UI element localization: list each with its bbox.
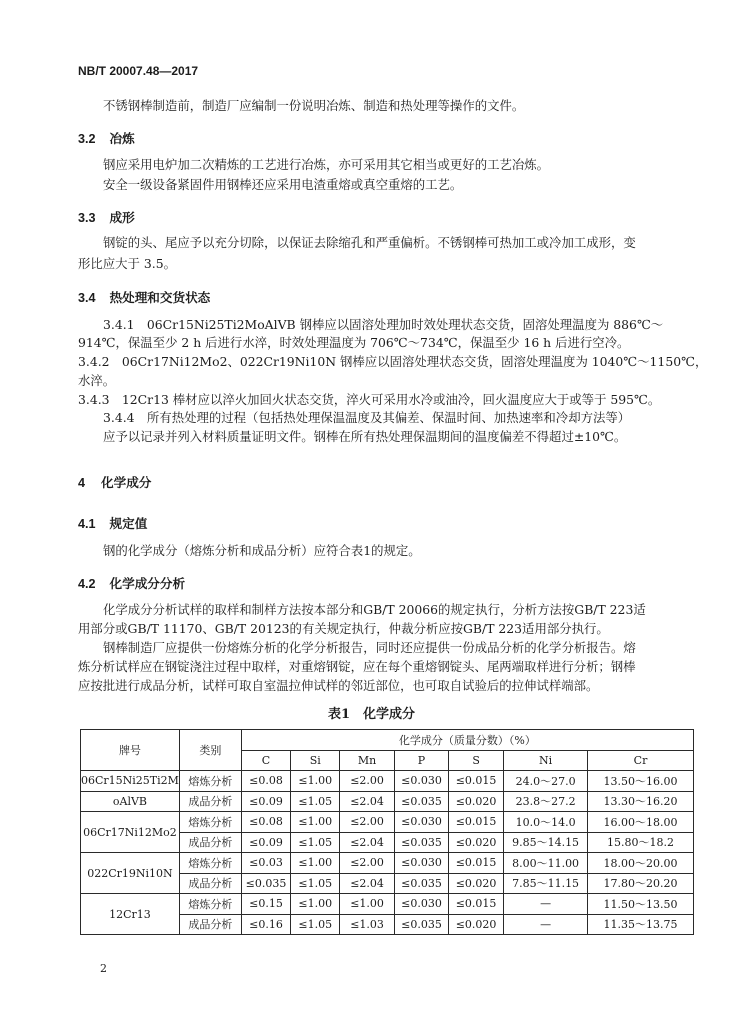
section-number: 4.1 — [78, 517, 96, 531]
type-cell: 成品分析 — [179, 873, 241, 894]
value-cell: ≤1.00 — [340, 894, 395, 915]
value-cell: — — [504, 894, 588, 915]
section-number: 3.4 — [78, 291, 96, 305]
value-cell: 15.80～18.2 — [588, 832, 694, 853]
paragraph-4-2-1-line-1: 化学成分分析试样的取样和制样方法按本部分和GB/T 20066的规定执行，分析方法按GB/T 223适 — [103, 602, 646, 617]
paragraph-4-2-1-line-2: 用部分或GB/T 11170、GB/T 20123的有关规定执行，仲裁分析应按GB/T 223适用部分执行。 — [78, 621, 609, 636]
table-row — [81, 791, 694, 812]
value-cell: ≤0.08 — [241, 771, 290, 792]
section-title: 冶炼 — [109, 131, 135, 146]
value-cell: ≤1.05 — [291, 914, 340, 935]
value-cell: ≤0.035 — [394, 791, 448, 812]
value-cell: ≤0.09 — [241, 791, 290, 812]
section-number: 3.2 — [78, 132, 96, 146]
grade-cell: 06Cr17Ni12Mo2 — [81, 812, 180, 853]
paragraph-4-2-2-line-2: 炼分析试样应在钢锭浇注过程中取样，对重熔钢锭，应在每个重熔钢锭头、尾两端取样进行分析；钢棒 — [78, 659, 636, 674]
value-cell: ≤0.15 — [241, 894, 290, 915]
table-row — [81, 894, 694, 915]
grade-cell: 12Cr13 — [81, 894, 180, 935]
section-number: 3.3 — [78, 211, 96, 225]
value-cell: ≤0.035 — [241, 873, 290, 894]
value-cell: 18.00～20.00 — [588, 853, 694, 874]
type-cell: 熔炼分析 — [179, 894, 241, 915]
grade-cell: oAlVB — [81, 791, 180, 812]
value-cell: ≤0.16 — [241, 914, 290, 935]
value-cell: ≤0.08 — [241, 812, 290, 833]
clause-3-4-1-line-2: 914℃，保温至少 2 h 后进行水淬，时效处理温度为 706℃～734℃，保温至少 16 h 后进行空冷。 — [78, 335, 630, 350]
value-cell: ≤2.04 — [340, 791, 395, 812]
value-cell: ≤0.020 — [449, 791, 504, 812]
value-cell: 17.80～20.20 — [588, 873, 694, 894]
section-3-2-heading — [78, 128, 135, 147]
section-title: 热处理和交货状态 — [109, 290, 211, 305]
section-title: 化学成分分析 — [109, 576, 186, 591]
value-cell: ≤2.00 — [340, 812, 395, 833]
value-cell: 7.85～11.15 — [504, 873, 588, 894]
paragraph-3-3-line-1: 钢锭的头、尾应予以充分切除，以保证去除缩孔和严重偏析。不锈钢棒可热加工或冷加工成形，变 — [103, 235, 636, 250]
clause-3-4-2-line-2: 水淬。 — [78, 373, 116, 388]
table-row — [81, 812, 694, 833]
section-number: 4 — [78, 476, 86, 490]
header-element: Si — [291, 750, 340, 771]
value-cell: 9.85～14.15 — [504, 832, 588, 853]
value-cell: ≤0.030 — [394, 771, 448, 792]
value-cell: ≤0.020 — [449, 873, 504, 894]
value-cell: ≤0.03 — [241, 853, 290, 874]
table-row — [81, 853, 694, 874]
type-cell: 熔炼分析 — [179, 812, 241, 833]
value-cell: ≤0.015 — [449, 812, 504, 833]
value-cell: ≤2.00 — [340, 853, 395, 874]
value-cell: ≤1.05 — [291, 832, 340, 853]
clause-3-4-4-line-1: 3.4.4 所有热处理的过程（包括热处理保温温度及其偏差、保温时间、加热速率和冷却方法等） — [103, 410, 631, 425]
header-element: Cr — [588, 750, 694, 771]
value-cell: ≤1.00 — [291, 894, 340, 915]
header-composition: 化学成分（质量分数）（%） — [241, 730, 693, 751]
value-cell: — — [504, 914, 588, 935]
page-number: 2 — [100, 962, 107, 975]
paragraph-3-3-line-2: 形比应大于 3.5。 — [78, 256, 176, 271]
intro-paragraph: 不锈钢棒制造前，制造厂应编制一份说明冶炼、制造和热处理等操作的文件。 — [103, 98, 525, 113]
value-cell: ≤0.09 — [241, 832, 290, 853]
value-cell: ≤0.030 — [394, 894, 448, 915]
value-cell: ≤0.020 — [449, 832, 504, 853]
paragraph-4-2-2-line-1: 钢棒制造厂应提供一份熔炼分析的化学分析报告，同时还应提供一份成品分析的化学分析报告。熔 — [103, 640, 636, 655]
value-cell: ≤1.00 — [291, 771, 340, 792]
paragraph-3-2-line-1: 钢应采用电炉加二次精炼的工艺进行冶炼，亦可采用其它相当或更好的工艺冶炼。 — [103, 157, 550, 172]
value-cell: ≤1.00 — [291, 812, 340, 833]
value-cell: ≤2.04 — [340, 873, 395, 894]
paragraph-4-1: 钢的化学成分（熔炼分析和成品分析）应符合表1的规定。 — [103, 543, 421, 558]
section-4-2-heading — [78, 573, 185, 592]
value-cell: 13.30～16.20 — [588, 791, 694, 812]
header-element: C — [241, 750, 290, 771]
section-title: 规定值 — [109, 516, 148, 531]
table-title: 表1 化学成分 — [328, 707, 416, 722]
header-element: Mn — [340, 750, 395, 771]
value-cell: ≤2.04 — [340, 832, 395, 853]
section-3-3-heading — [78, 207, 135, 226]
value-cell: ≤2.00 — [340, 771, 395, 792]
value-cell: 11.50～13.50 — [588, 894, 694, 915]
value-cell: ≤0.035 — [394, 832, 448, 853]
header-element: P — [394, 750, 448, 771]
type-cell: 成品分析 — [179, 914, 241, 935]
value-cell: ≤0.015 — [449, 853, 504, 874]
header-grade: 牌号 — [81, 730, 180, 771]
value-cell: ≤1.05 — [291, 791, 340, 812]
section-4-1-heading — [78, 513, 147, 532]
value-cell: ≤0.015 — [449, 894, 504, 915]
value-cell: ≤0.030 — [394, 853, 448, 874]
section-number: 4.2 — [78, 577, 96, 591]
clause-3-4-3: 3.4.3 12Cr13 棒材应以淬火加回火状态交货，淬火可采用水冷或油冷，回火温度应大于或等于 595℃。 — [78, 392, 661, 407]
value-cell: ≤1.05 — [291, 873, 340, 894]
value-cell: ≤1.00 — [291, 853, 340, 874]
clause-3-4-4-line-2: 应予以记录并列入材料质量证明文件。钢棒在所有热处理保温期间的温度偏差不得超过±10℃。 — [103, 429, 627, 444]
table-row — [81, 771, 694, 792]
paragraph-3-2-line-2: 安全一级设备紧固件用钢棒还应采用电渣重熔或真空重熔的工艺。 — [103, 177, 463, 192]
value-cell: 13.50～16.00 — [588, 771, 694, 792]
clause-3-4-1-line-1: 3.4.1 06Cr15Ni25Ti2MoAlVB 钢棒应以固溶处理加时效处理状态交货，固溶处理温度为 886℃～ — [103, 317, 664, 332]
value-cell: ≤0.020 — [449, 914, 504, 935]
section-4-heading — [78, 472, 151, 491]
value-cell: 24.0～27.0 — [504, 771, 588, 792]
grade-cell: 022Cr19Ni10N — [81, 853, 180, 894]
value-cell: ≤1.03 — [340, 914, 395, 935]
type-cell: 成品分析 — [179, 791, 241, 812]
header-element: S — [449, 750, 504, 771]
value-cell: 8.00～11.00 — [504, 853, 588, 874]
type-cell: 熔炼分析 — [179, 771, 241, 792]
chemical-composition-table — [80, 729, 694, 935]
value-cell: ≤0.015 — [449, 771, 504, 792]
header-element: Ni — [504, 750, 588, 771]
paragraph-4-2-2-line-3: 应按批进行成品分析，试样可取自室温拉伸试样的邻近部位，也可取自试验后的拉伸试样端部。 — [78, 678, 599, 693]
section-title: 化学成分 — [101, 475, 152, 490]
document-code: NB/T 20007.48—2017 — [78, 64, 199, 78]
clause-3-4-2-line-1: 3.4.2 06Cr17Ni12Mo2、022Cr19Ni10N 钢棒应以固溶处理状态交货，固溶处理温度为 1040℃～1150℃， — [78, 354, 708, 369]
value-cell: 11.35～13.75 — [588, 914, 694, 935]
type-cell: 熔炼分析 — [179, 853, 241, 874]
section-3-4-heading — [78, 287, 210, 306]
table-header-row — [81, 730, 694, 751]
grade-cell: 06Cr15Ni25Ti2M — [81, 771, 180, 792]
value-cell: ≤0.030 — [394, 812, 448, 833]
value-cell: 23.8～27.2 — [504, 791, 588, 812]
value-cell: 10.0～14.0 — [504, 812, 588, 833]
value-cell: 16.00～18.00 — [588, 812, 694, 833]
value-cell: ≤0.035 — [394, 914, 448, 935]
value-cell: ≤0.035 — [394, 873, 448, 894]
section-title: 成形 — [109, 210, 135, 225]
header-type: 类别 — [179, 730, 241, 771]
type-cell: 成品分析 — [179, 832, 241, 853]
